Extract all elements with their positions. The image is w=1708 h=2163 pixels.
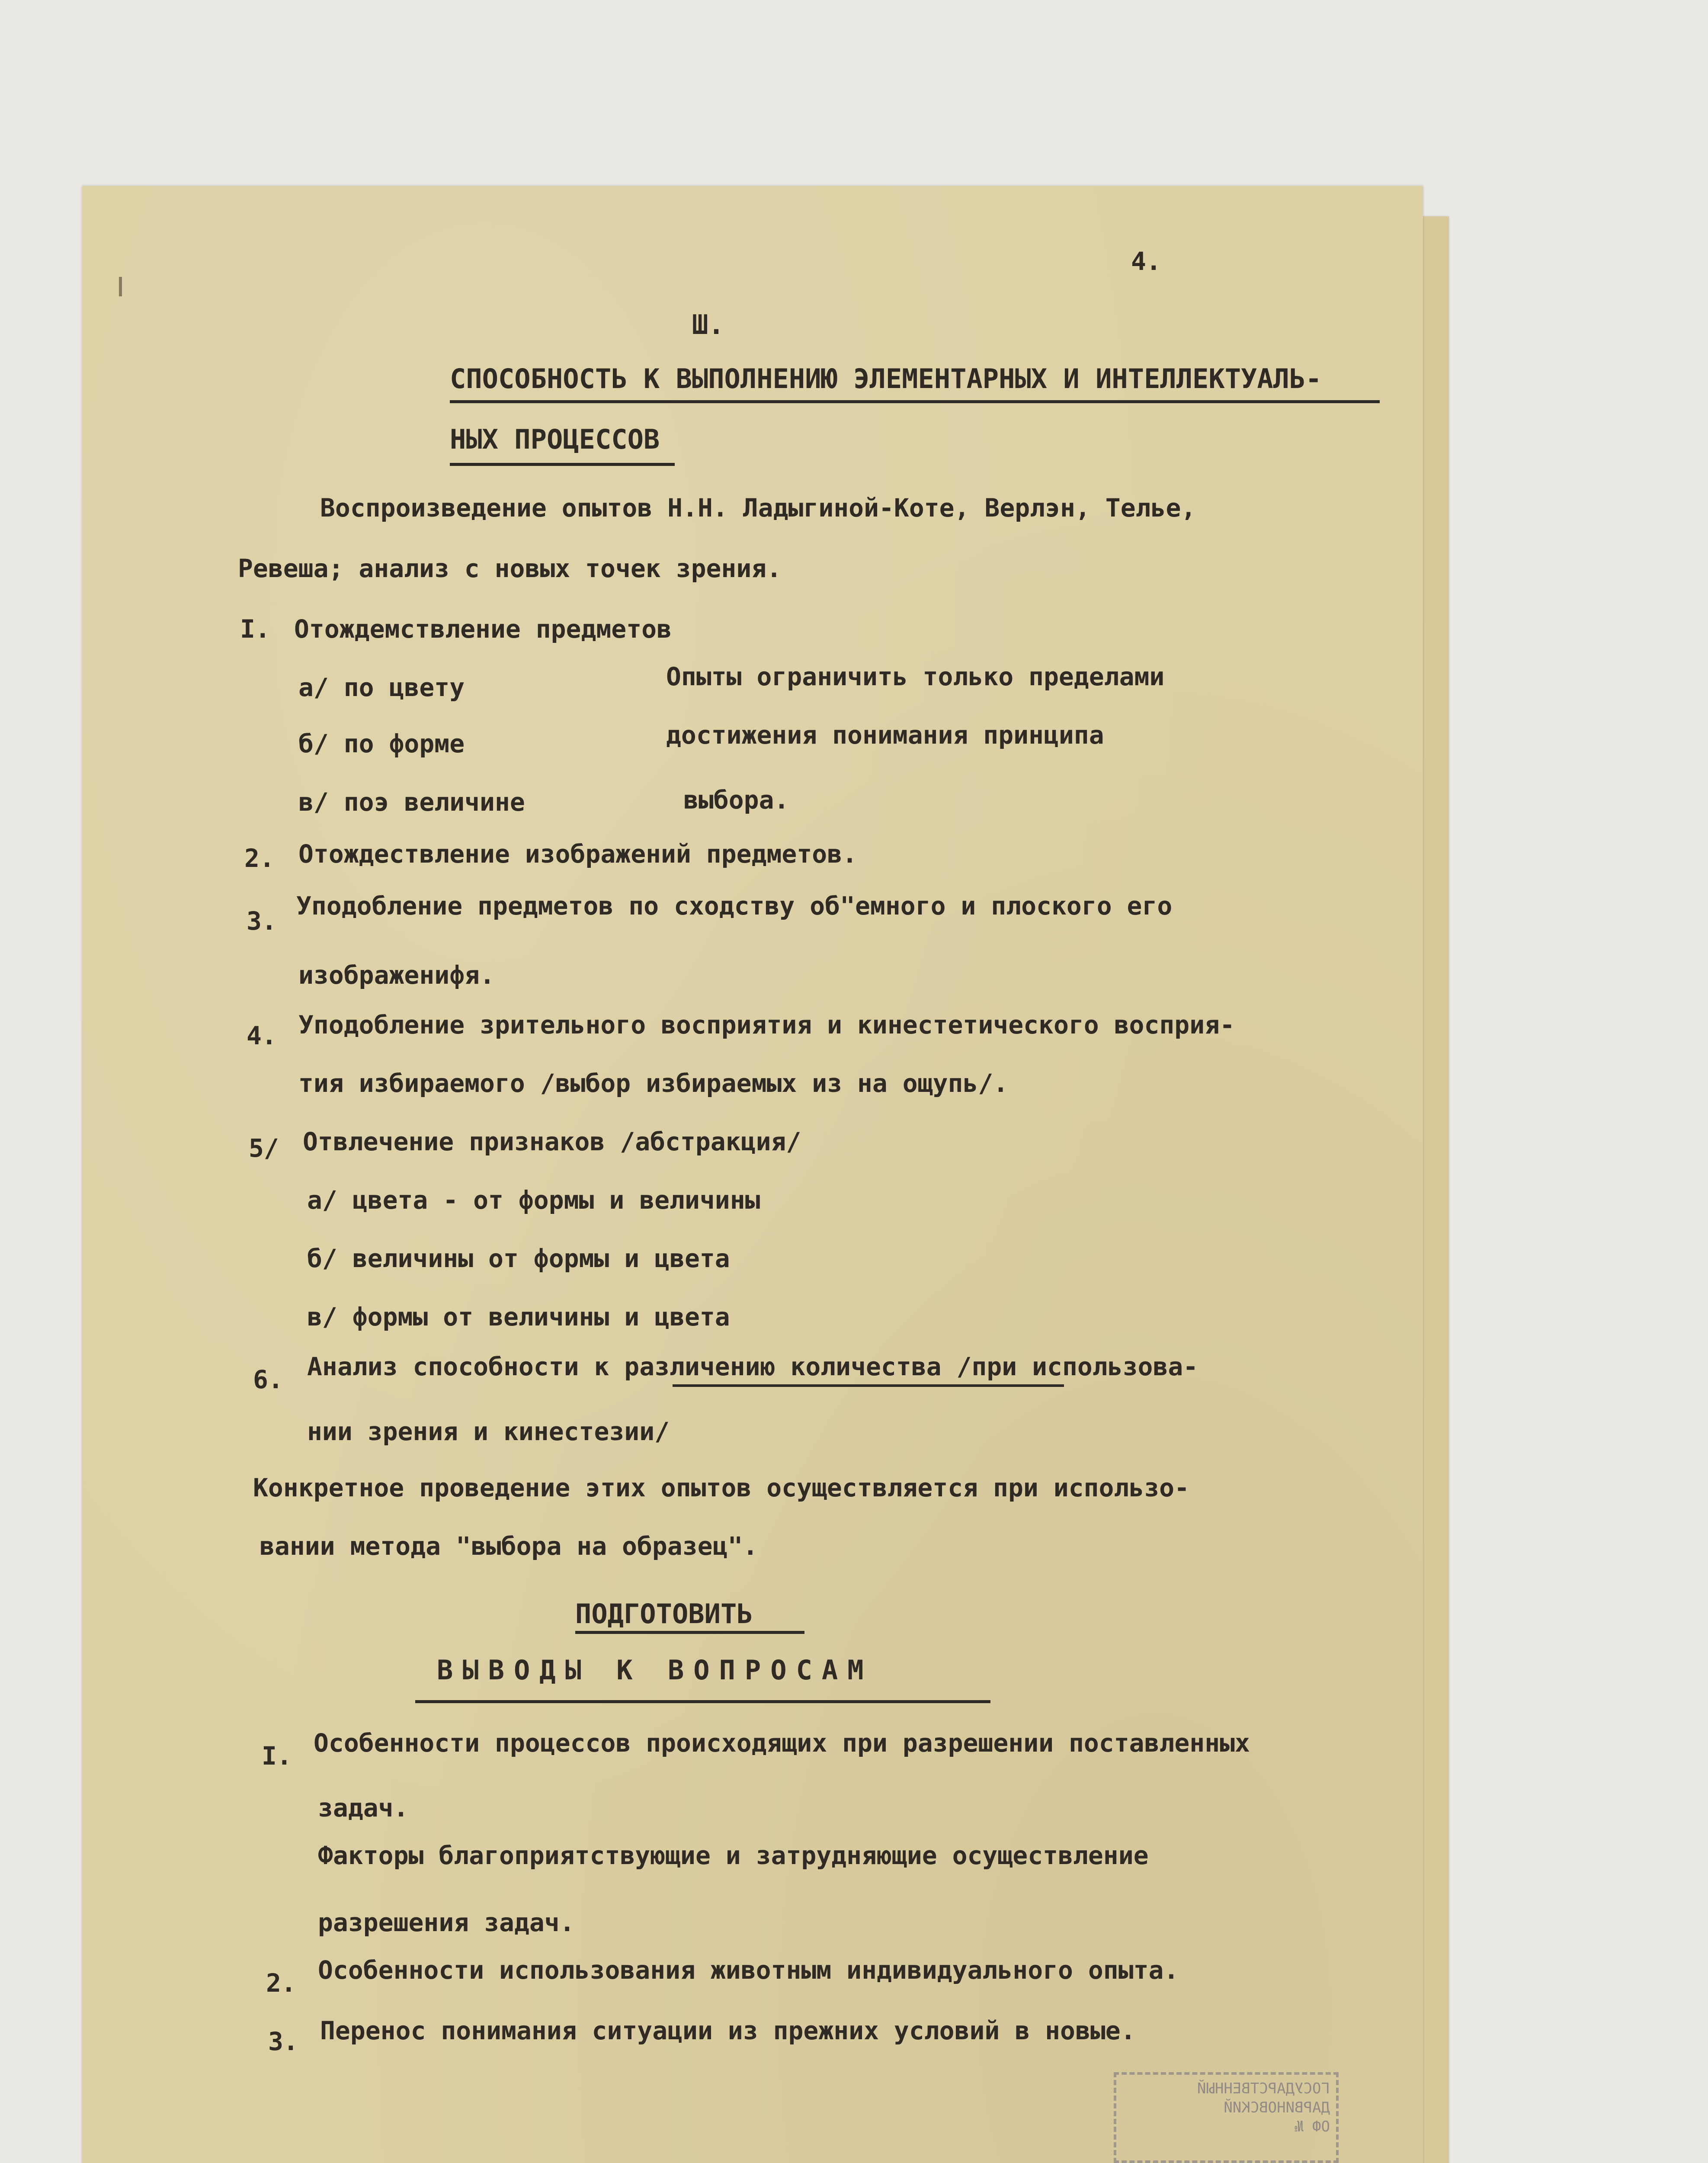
list-item-4-line-2: тия избираемого /выбор избираемых из на ощупь/. xyxy=(298,1069,1009,1098)
conclusion-line-2: вании метода "выбора на образец". xyxy=(260,1531,758,1561)
question-number-1: I. xyxy=(262,1741,292,1771)
subheading-prepare-underline xyxy=(575,1631,804,1634)
list-number-6: 6. xyxy=(253,1365,283,1394)
list-item-1-sub-c: в/ поэ величине xyxy=(298,787,525,817)
question-2-text: Особенности использования животным индивидуального опыта. xyxy=(318,1955,1179,1985)
list-number-3: 3. xyxy=(247,906,277,936)
list-item-5-sub-b: б/ величины от формы и цвета xyxy=(307,1244,730,1273)
section-number: Ш. xyxy=(692,309,724,340)
intro-line-2: Ревеша; анализ с новых точек зрения. xyxy=(238,554,782,583)
archive-stamp xyxy=(1114,2072,1339,2163)
title-underline-1 xyxy=(450,400,1380,403)
subheading-prepare: ПОДГОТОВИТЬ xyxy=(575,1598,753,1630)
list-item-3-line-1: Уподобление предметов по сходству об"емного и плоского его xyxy=(296,891,1173,921)
question-1-line-1: Особенности процессов происходящих при разрешении поставленных xyxy=(314,1728,1250,1758)
title-underline-2 xyxy=(450,463,675,466)
list-item-1-sub-b: б/ по форме xyxy=(298,729,465,758)
list-item-5-sub-c: в/ формы от величины и цвета xyxy=(307,1302,730,1332)
list-number-1: I. xyxy=(240,614,270,644)
intro-line-1: Воспроизведение опытов Н.Н. Ладыгиной-Коте, Верлэн, Телье, xyxy=(320,493,1196,523)
list-item-4-line-1: Уподобление зрительного восприятия и кинестетического восприя- xyxy=(298,1010,1235,1040)
question-3-text: Перенос понимания ситуации из прежних условий в новые. xyxy=(320,2016,1136,2045)
subheading-conclusions: ВЫВОДЫ К ВОПРОСАМ xyxy=(437,1654,873,1686)
question-number-2: 2. xyxy=(266,1968,296,1998)
list-item-2-text: Отождествление изображений предметов. xyxy=(298,839,858,869)
list-item-5-sub-a: а/ цвета - от формы и величины xyxy=(307,1185,760,1215)
list-item-5-text: Отвлечение признаков /абстракция/ xyxy=(303,1127,801,1156)
list-item-3-line-2: изображенифя. xyxy=(298,960,495,990)
list-number-4: 4. xyxy=(247,1021,277,1050)
conclusion-line-1: Конкретное проведение этих опытов осуществляется при использо- xyxy=(253,1473,1189,1502)
list-number-5: 5/ xyxy=(249,1133,279,1163)
question-number-3: 3. xyxy=(268,2027,298,2056)
page-number: 4. xyxy=(1131,247,1161,276)
list-item-1-note-3: выбора. xyxy=(683,785,789,815)
list-item-1-note-2: достижения понимания принципа xyxy=(666,720,1104,750)
section-title-line-1: СПОСОБНОСТЬ К ВЫПОЛНЕНИЮ ЭЛЕМЕНТАРНЫХ И ИНТЕЛЛЕКТУАЛЬ- xyxy=(450,363,1322,395)
question-1-line-4: разрешения задач. xyxy=(318,1908,575,1937)
list-item-1-sub-a: а/ по цвету xyxy=(298,673,465,702)
stamp-line-3: ОФ № xyxy=(1295,2118,1330,2136)
list-item-1-note-1: Опыты ограничить только пределами xyxy=(666,662,1165,691)
margin-mark xyxy=(119,277,122,296)
question-1-line-2: задач. xyxy=(318,1793,409,1823)
stamp-line-1: ГОСУДАРСТВЕННЫЙ xyxy=(1197,2080,1330,2097)
list-item-1-text: Отождемствление предметов xyxy=(294,614,672,644)
section-title-line-2: НЫХ ПРОЦЕССОВ xyxy=(450,424,660,455)
list-number-2: 2. xyxy=(244,844,275,873)
stamp-line-2: ДАРВИНОВСКИЙ xyxy=(1224,2099,1330,2117)
list-item-6-underline xyxy=(673,1384,1064,1387)
subheading-conclusions-underline xyxy=(415,1700,990,1703)
list-item-6-line-1: Анализ способности к различению количества /при использова- xyxy=(307,1352,1198,1381)
question-1-line-3: Факторы благоприятствующие и затрудняющие осуществление xyxy=(318,1841,1149,1870)
list-item-6-line-2: нии зрения и кинестезии/ xyxy=(307,1417,670,1446)
